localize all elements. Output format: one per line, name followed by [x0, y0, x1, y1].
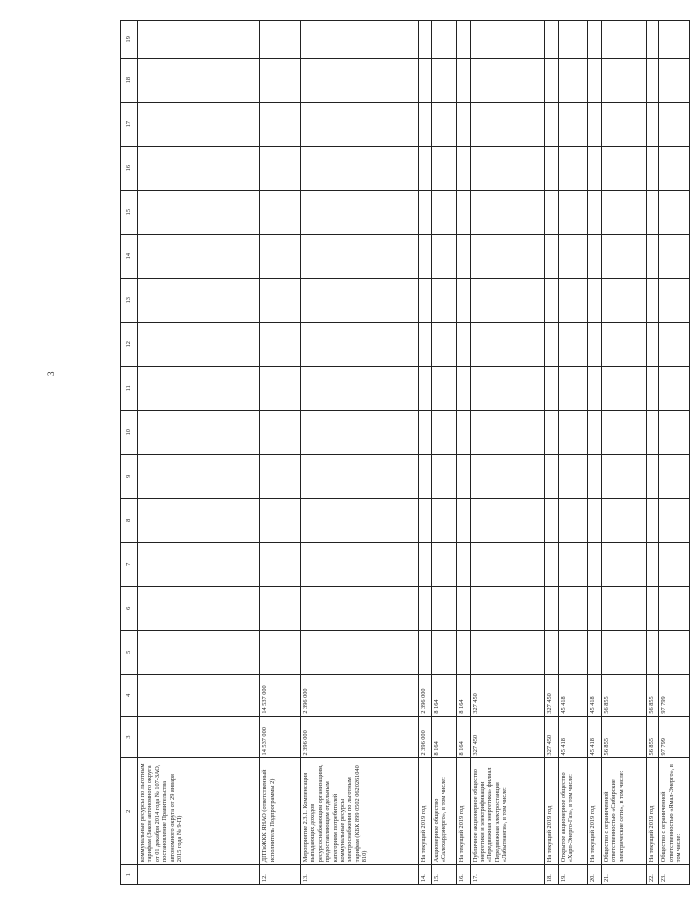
empty-cell	[545, 454, 559, 498]
row-number-cell: 17.	[470, 865, 545, 885]
empty-cell	[300, 586, 418, 630]
amount-col4-cell: 45 418	[558, 674, 587, 716]
table-row	[138, 21, 260, 885]
amount-col4-cell	[138, 674, 260, 716]
empty-cell	[545, 146, 559, 190]
table-row	[260, 21, 301, 885]
row-number-cell: 16.	[456, 865, 470, 885]
amount-col3-cell: 8 164	[456, 716, 470, 758]
empty-cell	[418, 498, 432, 542]
empty-cell	[558, 498, 587, 542]
empty-cell	[659, 498, 690, 542]
empty-cell	[659, 21, 690, 59]
empty-cell	[260, 278, 301, 322]
empty-cell	[138, 322, 260, 366]
empty-cell	[545, 102, 559, 146]
empty-cell	[432, 586, 457, 630]
empty-cell	[601, 630, 646, 674]
amount-col4-cell: 97 799	[659, 674, 690, 716]
empty-cell	[138, 146, 260, 190]
empty-cell	[418, 322, 432, 366]
amount-col4-cell: 56 855	[646, 674, 658, 716]
empty-cell	[588, 234, 602, 278]
amount-col4-cell: 8 164	[432, 674, 457, 716]
empty-cell	[456, 454, 470, 498]
empty-cell	[432, 278, 457, 322]
empty-cell	[558, 410, 587, 454]
empty-cell	[646, 234, 658, 278]
empty-cell	[470, 58, 545, 102]
amount-col3-cell: 2 396 000	[418, 716, 432, 758]
empty-cell	[418, 58, 432, 102]
empty-cell	[456, 234, 470, 278]
empty-cell	[300, 102, 418, 146]
empty-cell	[470, 366, 545, 410]
empty-cell	[558, 542, 587, 586]
col-number-13: 13	[121, 278, 138, 322]
row-number-cell: 14.	[418, 865, 432, 885]
empty-cell	[558, 322, 587, 366]
empty-cell	[545, 542, 559, 586]
empty-cell	[545, 630, 559, 674]
col-number-3: 3	[121, 716, 138, 758]
row-name-cell: Общество с ограниченной ответственностью «Ямал-Энерго», в том числе:	[659, 758, 690, 865]
col-number-6: 6	[121, 586, 138, 630]
empty-cell	[659, 58, 690, 102]
empty-cell	[470, 630, 545, 674]
empty-cell	[432, 366, 457, 410]
empty-cell	[470, 190, 545, 234]
empty-cell	[659, 542, 690, 586]
empty-cell	[646, 322, 658, 366]
empty-cell	[432, 410, 457, 454]
empty-cell	[456, 146, 470, 190]
amount-col4-cell: 327 450	[545, 674, 559, 716]
empty-cell	[545, 498, 559, 542]
empty-cell	[470, 278, 545, 322]
empty-cell	[558, 146, 587, 190]
empty-cell	[545, 278, 559, 322]
empty-cell	[601, 278, 646, 322]
table-row	[432, 21, 457, 885]
empty-cell	[558, 58, 587, 102]
row-name-cell: На текущий 2019 год	[456, 758, 470, 865]
empty-cell	[588, 410, 602, 454]
empty-cell	[418, 410, 432, 454]
empty-cell	[260, 102, 301, 146]
empty-cell	[545, 234, 559, 278]
empty-cell	[601, 366, 646, 410]
empty-cell	[138, 542, 260, 586]
row-name-cell: Публичное акционерное общество энергетики и электрификации «Передвижная энергетика» филиал Передвижная электростанция «Лабытнанги», в том числе:	[470, 758, 545, 865]
empty-cell	[601, 542, 646, 586]
table-row	[456, 21, 470, 885]
table-row	[545, 21, 559, 885]
amount-col3-cell: 327 450	[545, 716, 559, 758]
empty-cell	[545, 322, 559, 366]
empty-cell	[300, 410, 418, 454]
amount-col3-cell: 2 396 000	[300, 716, 418, 758]
empty-cell	[545, 190, 559, 234]
empty-cell	[260, 234, 301, 278]
table-body	[138, 21, 690, 885]
empty-cell	[456, 410, 470, 454]
page-number: 3	[46, 371, 56, 376]
empty-cell	[260, 498, 301, 542]
empty-cell	[601, 454, 646, 498]
empty-cell	[456, 190, 470, 234]
empty-cell	[418, 366, 432, 410]
amount-col3-cell: 56 855	[646, 716, 658, 758]
row-name-cell: Мероприятие 2.3.1. Компенсация выпадающих доходов ресурсоснабжающим организациям, предоставляющим отдельным категориям потребителей коммунальные ресурсы электроснабжения по льготным тарифам (КБК 899 0502 0620261040 810)	[300, 758, 418, 865]
empty-cell	[138, 58, 260, 102]
empty-cell	[601, 498, 646, 542]
empty-cell	[260, 454, 301, 498]
amount-col3-cell: 327 450	[470, 716, 545, 758]
empty-cell	[601, 234, 646, 278]
empty-cell	[432, 630, 457, 674]
empty-cell	[456, 366, 470, 410]
empty-cell	[300, 542, 418, 586]
empty-cell	[456, 630, 470, 674]
empty-cell	[418, 21, 432, 59]
empty-cell	[588, 630, 602, 674]
col-number-5: 5	[121, 630, 138, 674]
empty-cell	[646, 102, 658, 146]
empty-cell	[456, 102, 470, 146]
empty-cell	[588, 190, 602, 234]
empty-cell	[601, 322, 646, 366]
empty-cell	[456, 498, 470, 542]
empty-cell	[470, 234, 545, 278]
empty-cell	[300, 498, 418, 542]
col-number-4: 4	[121, 674, 138, 716]
empty-cell	[260, 58, 301, 102]
amount-col3-cell	[138, 716, 260, 758]
empty-cell	[456, 322, 470, 366]
empty-cell	[646, 278, 658, 322]
empty-cell	[456, 586, 470, 630]
amount-col4-cell: 8 164	[456, 674, 470, 716]
empty-cell	[300, 366, 418, 410]
empty-cell	[470, 586, 545, 630]
col-number-11: 11	[121, 366, 138, 410]
empty-cell	[646, 454, 658, 498]
empty-cell	[138, 498, 260, 542]
row-name-cell: На текущий 2019 год	[418, 758, 432, 865]
empty-cell	[558, 630, 587, 674]
empty-cell	[601, 190, 646, 234]
empty-cell	[456, 542, 470, 586]
empty-cell	[300, 322, 418, 366]
amount-col4-cell: 56 855	[601, 674, 646, 716]
empty-cell	[588, 454, 602, 498]
col-number-10: 10	[121, 410, 138, 454]
col-number-12: 12	[121, 322, 138, 366]
empty-cell	[558, 190, 587, 234]
table-row	[646, 21, 658, 885]
empty-cell	[558, 454, 587, 498]
col-number-2: 2	[121, 758, 138, 865]
empty-cell	[545, 586, 559, 630]
empty-cell	[418, 586, 432, 630]
empty-cell	[260, 586, 301, 630]
empty-cell	[470, 322, 545, 366]
empty-cell	[138, 410, 260, 454]
amount-col3-cell: 97 799	[659, 716, 690, 758]
empty-cell	[418, 278, 432, 322]
row-number-cell	[138, 865, 260, 885]
empty-cell	[260, 630, 301, 674]
empty-cell	[470, 542, 545, 586]
empty-cell	[646, 21, 658, 59]
row-number-cell: 23.	[659, 865, 690, 885]
amount-col3-cell: 56 855	[601, 716, 646, 758]
empty-cell	[659, 630, 690, 674]
empty-cell	[260, 190, 301, 234]
col-number-17: 17	[121, 102, 138, 146]
empty-cell	[659, 102, 690, 146]
row-number-cell: 19.	[558, 865, 587, 885]
empty-cell	[432, 234, 457, 278]
empty-cell	[588, 102, 602, 146]
row-name-cell: На текущий 2019 год	[588, 758, 602, 865]
empty-cell	[601, 410, 646, 454]
empty-cell	[300, 146, 418, 190]
empty-cell	[558, 21, 587, 59]
col-number-14: 14	[121, 234, 138, 278]
empty-cell	[545, 21, 559, 59]
empty-cell	[659, 454, 690, 498]
empty-cell	[418, 146, 432, 190]
amount-col4-cell: 14 537 000	[260, 674, 301, 716]
empty-cell	[300, 278, 418, 322]
empty-cell	[558, 366, 587, 410]
empty-cell	[432, 322, 457, 366]
empty-cell	[432, 190, 457, 234]
empty-cell	[470, 21, 545, 59]
empty-cell	[470, 454, 545, 498]
table-row	[418, 21, 432, 885]
empty-cell	[545, 410, 559, 454]
empty-cell	[418, 454, 432, 498]
empty-cell	[418, 234, 432, 278]
amount-col3-cell: 45 418	[558, 716, 587, 758]
empty-cell	[659, 410, 690, 454]
empty-cell	[646, 586, 658, 630]
amount-col4-cell: 45 418	[588, 674, 602, 716]
rotated-table-container	[120, 20, 690, 885]
empty-cell	[659, 278, 690, 322]
col-number-9: 9	[121, 454, 138, 498]
empty-cell	[646, 498, 658, 542]
empty-cell	[260, 366, 301, 410]
row-number-cell: 21.	[601, 865, 646, 885]
empty-cell	[588, 278, 602, 322]
table-row	[300, 21, 418, 885]
empty-cell	[432, 542, 457, 586]
empty-cell	[646, 630, 658, 674]
budget-table	[120, 20, 690, 885]
empty-cell	[470, 498, 545, 542]
empty-cell	[456, 278, 470, 322]
empty-cell	[601, 58, 646, 102]
empty-cell	[646, 410, 658, 454]
empty-cell	[260, 322, 301, 366]
row-name-cell: На текущий 2019 год	[545, 758, 559, 865]
empty-cell	[646, 190, 658, 234]
empty-cell	[659, 234, 690, 278]
table-row	[588, 21, 602, 885]
amount-col3-cell: 8 164	[432, 716, 457, 758]
empty-cell	[659, 586, 690, 630]
empty-cell	[558, 278, 587, 322]
empty-cell	[300, 58, 418, 102]
empty-cell	[456, 58, 470, 102]
empty-cell	[588, 366, 602, 410]
empty-cell	[138, 586, 260, 630]
empty-cell	[601, 21, 646, 59]
empty-cell	[588, 21, 602, 59]
empty-cell	[418, 630, 432, 674]
empty-cell	[432, 146, 457, 190]
empty-cell	[138, 630, 260, 674]
empty-cell	[470, 146, 545, 190]
empty-cell	[300, 630, 418, 674]
empty-cell	[260, 542, 301, 586]
empty-cell	[545, 58, 559, 102]
empty-cell	[545, 366, 559, 410]
amount-col4-cell: 327 450	[470, 674, 545, 716]
row-number-cell: 20.	[588, 865, 602, 885]
col-number-19: 19	[121, 21, 138, 59]
row-name-cell: Открытое акционерное общество «Харп-Энерго-Газ», в том числе:	[558, 758, 587, 865]
empty-cell	[659, 366, 690, 410]
col-number-8: 8	[121, 498, 138, 542]
row-number-cell: 15.	[432, 865, 457, 885]
row-name-cell: Акционерное общество «Салехардэнерго», в том числе:	[432, 758, 457, 865]
empty-cell	[588, 498, 602, 542]
row-number-cell: 12.	[260, 865, 301, 885]
empty-cell	[646, 146, 658, 190]
empty-cell	[300, 21, 418, 59]
amount-col4-cell: 2 396 000	[300, 674, 418, 716]
empty-cell	[558, 102, 587, 146]
amount-col4-cell: 2 396 000	[418, 674, 432, 716]
empty-cell	[300, 190, 418, 234]
empty-cell	[138, 366, 260, 410]
empty-cell	[260, 410, 301, 454]
empty-cell	[432, 21, 457, 59]
empty-cell	[659, 146, 690, 190]
empty-cell	[432, 454, 457, 498]
empty-cell	[300, 234, 418, 278]
empty-cell	[588, 146, 602, 190]
row-name-cell: ДПТиЖКК ЯНАО (ответственный исполнитель Подпрограммы 2)	[260, 758, 301, 865]
row-name-cell: На текущий 2019 год	[646, 758, 658, 865]
empty-cell	[260, 146, 301, 190]
empty-cell	[456, 21, 470, 59]
empty-cell	[646, 366, 658, 410]
empty-cell	[588, 322, 602, 366]
amount-col3-cell: 14 537 000	[260, 716, 301, 758]
empty-cell	[470, 410, 545, 454]
row-name-cell: Общество с ограниченной ответственностью «Сибирские электрические сети», в том числе:	[601, 758, 646, 865]
empty-cell	[659, 190, 690, 234]
empty-cell	[260, 21, 301, 59]
empty-cell	[418, 190, 432, 234]
empty-cell	[601, 586, 646, 630]
col-number-18: 18	[121, 58, 138, 102]
empty-cell	[432, 58, 457, 102]
empty-cell	[588, 58, 602, 102]
row-number-cell: 18.	[545, 865, 559, 885]
col-number-7: 7	[121, 542, 138, 586]
empty-cell	[646, 542, 658, 586]
col-number-15: 15	[121, 190, 138, 234]
empty-cell	[601, 102, 646, 146]
row-name-cell: коммунальные ресурсы по льготным тарифам (Закон автономного округа от 01 декабря 2014 года № 107-ЗАО, постановление Правительства автономного округа от 29 января 2015 года № 9-П)	[138, 758, 260, 865]
empty-cell	[601, 146, 646, 190]
empty-cell	[588, 586, 602, 630]
table-row	[659, 21, 690, 885]
empty-cell	[588, 542, 602, 586]
empty-cell	[138, 21, 260, 59]
amount-col3-cell: 45 418	[588, 716, 602, 758]
empty-cell	[659, 322, 690, 366]
empty-cell	[138, 234, 260, 278]
row-number-cell: 13.	[300, 865, 418, 885]
empty-cell	[138, 190, 260, 234]
empty-cell	[418, 542, 432, 586]
empty-cell	[138, 454, 260, 498]
empty-cell	[558, 586, 587, 630]
col-number-16: 16	[121, 146, 138, 190]
col-number-1: 1	[121, 865, 138, 885]
table-row	[601, 21, 646, 885]
empty-cell	[646, 58, 658, 102]
empty-cell	[432, 102, 457, 146]
row-number-cell: 22.	[646, 865, 658, 885]
empty-cell	[418, 102, 432, 146]
empty-cell	[470, 102, 545, 146]
empty-cell	[432, 498, 457, 542]
table-row	[470, 21, 545, 885]
table-row	[558, 21, 587, 885]
empty-cell	[138, 102, 260, 146]
empty-cell	[300, 454, 418, 498]
empty-cell	[558, 234, 587, 278]
header-row	[121, 21, 138, 885]
empty-cell	[138, 278, 260, 322]
